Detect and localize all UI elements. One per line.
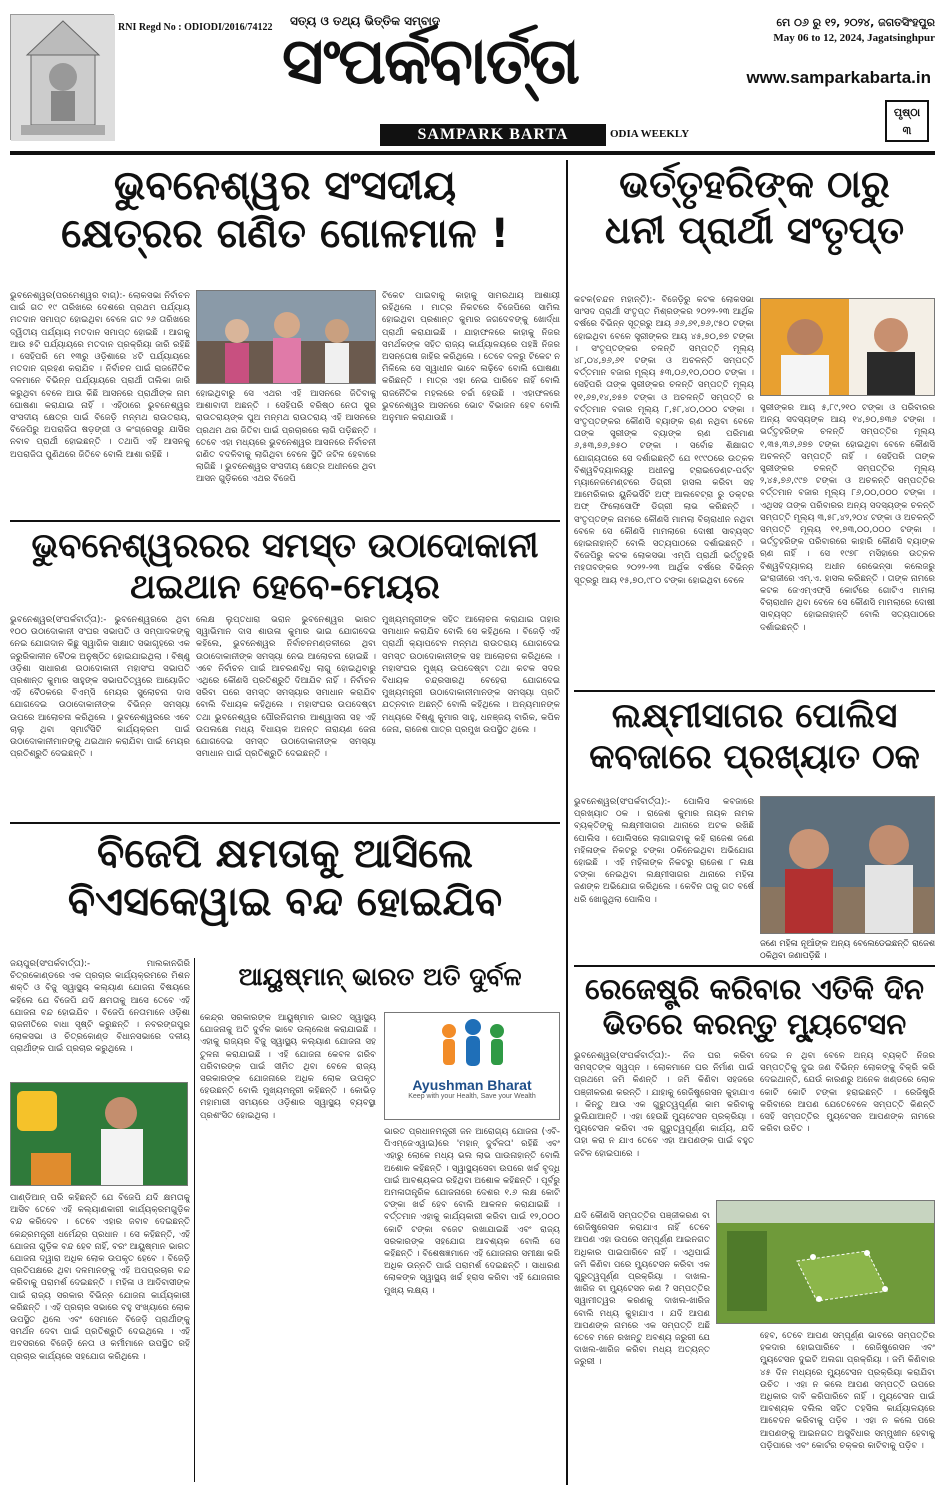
headline-police-fraud: ଲକ୍ଷ୍ମୀସାଗର ପୋଲିସ କବଜାରେ ପ୍ରଖ୍ୟାତ ଠକ [589,696,920,777]
farmland-aerial-photo [716,1200,935,1324]
article-body: ଭୁବନେଶ୍ୱର(ସଂପର୍କବାର୍ତ୍ତା):- ଭୁବନେଶ୍ୱରରେ ଥିବା ୧୦୦ ଉଠାଦୋକାନୀ ସଂଘର ସଭାପତି ଓ ସମ୍ପାଦକଙ୍କୁ ନେଇ ଯୋଗଦାନ କିଛୁ ସ୍ୱାଗିକ ସାକ୍ଷାତ ସଭାଗୃହରେ ଏକ ଜରୁରିକାଳୀନ ବୈଠକ ଅନୁଷ୍ଠିତ ହୋଇଯାଇଥିଲା । ବିଷ୍ଣୁ ଓଡ଼ିଶା ସାଧାରଣ ଉଠାଦୋକାନୀ ମହାସଂଘ ସଭାପତି ପ୍ରଶାନ୍ତ କୁମାର ସାହୁଙ୍କ ସଭାପତିତ୍ୱରେ ଆୟୋଜିତ ଏହି ବୈଠକରେ ବିଏମ୍‌ସି ମେୟର ସୁଲୋଚନା ଦାସ ଯୋଗଦେଇ ଉଠାଦୋକାନୀଙ୍କ ବିଭିନ୍ନ ସମସ୍ୟା ଉପରେ ଆଲୋଚନା କରିଥିଲେ । ଭୁବନେଶ୍ୱରରେ ଏବେ ଚାଲୁ ଥିବା ସ୍ମାର୍ଟସିଟି କାର୍ଯ୍ୟକ୍ରମ ପାଇଁ ଉଠାଦୋକାନୀମାନଙ୍କୁ ଥଇଥାନ କରାଯିବା ପାଇଁ ମେୟର ପ୍ରତିଶ୍ରୁତି ଦେଇଛନ୍ତି । [10,615,190,760]
page-number-box [885,100,929,142]
divider [194,958,195,1482]
rni-registration: RNI Regd No : ODIODI/2016/74122 [118,22,273,33]
divider [574,965,935,967]
divider [10,520,560,522]
article-body: ହୋଇଥିବାରୁ ସେ ଏଥର ଏହି ଆସନରେ ଜିତିବାକୁ ଆଶାବାଦୀ ଅଛନ୍ତି । ସେହିପରି ବରିଷ୍ଠ ନେତା ସୁର ରାଉତରାୟଙ୍କ ପୁଅ ମନ୍ମଥ ରାଉତରାୟ ଏହି ଆସନରେ ପ୍ରଥମ ଥର ଜିତିବା ପାଇଁ ପ୍ରଚାରରେ ଲାଗି ପଡ଼ିଛନ୍ତି । ତେବେ ଏହା ମଧ୍ୟରେ ଭୁବନେଶ୍ୱର ଆସନରେ ନିର୍ବାଚନୀ ଗଣିତ ବଦଳିବାକୁ ଲାଗିଥିବା ବେଳେ ସ୍ଥିତି ଜଟିଳ ହେବାରେ ଲାଗିଛି । ଭୁବନେଶ୍ୱର ସଂସଦୀୟ କ୍ଷେତ୍ର ଅଧୀନରେ ଥିବା ଆସନ ଗୁଡ଼ିକରେ ଏଥର ବିଜେପି [196,389,376,485]
article-body: ଟିକେଟ ପାଇବାକୁ କାହାକୁ ସାମରଥାୟ ଆଶାୟୀ ରହିଥିଲେ । ମାତ୍ର ନିକଟରେ ବିଜେପିରେ ସାମିଲ ହୋଇଥିବା ପ୍ରଶାନ୍ତ କୁମାର ଜଗଦେବଙ୍କୁ ଖୋର୍ଦ୍ଧା ପ୍ରାର୍ଥୀ କରାଯାଇଛି । ଯାହାଫଳରେ କାହାକୁ ନିଜର ସମର୍ଥକଙ୍କ ସହିତ ରାଜ୍ୟ କାର୍ଯ୍ୟାଳୟରେ ପହଞ୍ଚି ନିଜର ଅସନ୍ତୋଷ ଜାହିର କରିଥିଲେ । ତେବେ ଦଳରୁ ଟିକେଟ ନ ମିଳିଲେ ସେ ସ୍ୱାଧୀନ ଭାବେ ଲଢ଼ିବେ ବୋଲି ଘୋଷଣା କରିଛନ୍ତି । ମାତ୍ର ଏହା ନେଇ ପାରିବେ ନାହିଁ ବୋଲି ରାଜନୈତିକ ମହଲରେ ଚର୍ଚ୍ଚା ହେଉଛି । ଏହାଫଳରେ ଭୁବନେଶ୍ୱର ଆସନରେ ଭୋଟ ବିଭାଜନ ହେବ ବୋଲି ଅନୁମାନ କରାଯାଉଛି । [382,291,560,424]
article-body: ଭାରତ ପ୍ରଧାନମନ୍ତ୍ରୀ ଜନ ଆରୋଗ୍ୟ ଯୋଜନା (ଏବି-ପିଏମ୍‌ଜେଏୱାଇ)ରେ 'ମହାନ୍ ଦୁର୍ବଳତା' ରହିଛି ଏବଂ ଏହାରୁ ଲୋକେ ମଧ୍ୟ ଭଲ ଲାଭ ପାଉନାହାନ୍ତି ବୋଲି ଅଶୋକ କହିଛନ୍ତି । ସ୍ୱାସ୍ଥ୍ୟସେବା ଉପରେ ଖର୍ଚ୍ଚ ବୃଦ୍ଧି ପାଇଁ ଆବଶ୍ୟକତା ରହିଥିବା ଅଶୋକ କହିଛନ୍ତି । ପୂର୍ବରୁ ଅମଳାତାନ୍ତ୍ରିକ ଯୋଜନାରେ ଦେଶର ୧.୬ ଲକ୍ଷ କୋଟି ଟଙ୍କା ଖର୍ଚ୍ଚ ହେବ ବୋଲି ଆକଳନ କରାଯାଇଛି । ବର୍ତ୍ତମାନ ଏହାକୁ କାର୍ଯ୍ୟକାରୀ କରିବା ପାଇଁ ୧୨,୦୦୦ କୋଟି ଟଙ୍କା ବଜେଟ ରଖାଯାଇଛି ଏବଂ ରାଜ୍ୟ ସରକାରଙ୍କ ସହଯୋଗ ଆବଶ୍ୟକ ବୋଲି ସେ କହିଛନ୍ତି । ବିଶେଷଜ୍ଞମାନେ ଏହି ଯୋଜନାର ସମୀକ୍ଷା କରି ଅଧିକ ଉନ୍ନତି ପାଇଁ ପରାମର୍ଶ ଦେଇଛନ୍ତି । ସାଧାରଣ ଲୋକଙ୍କ ସ୍ୱାସ୍ଥ୍ୟ ଖର୍ଚ୍ଚ ହ୍ରାସ କରିବା ଏହି ଯୋଜନାର ମୁଖ୍ୟ ଲକ୍ଷ୍ୟ । [384,1127,560,1296]
edition-label: ODIA WEEKLY [610,128,690,140]
article-body: ଭୁବନେଶ୍ୱର(ପରମେଶ୍ୱର ବାଗ୍):- ଲୋକସଭା ନିର୍ବାଚନ ପାଇଁ ଗତ ୧୯ ତାରିଖରେ ଦେଶରେ ପ୍ରଥମ ପର୍ଯ୍ୟାୟ ମତଦାନ ସମାପ୍ତ ହୋଇଥିବା ବେଳେ ଗତ ୨୬ ତାରିଖରେ ଦ୍ୱିତୀୟ ପର୍ଯ୍ୟାୟ ମତଦାନ ସମାପ୍ତ ହୋଇଛି । ଆଗକୁ ଆଉ ୫ଟି ପର୍ଯ୍ୟାୟରେ ମତଦାନ ପ୍ରକ୍ରିୟା ଜାରି ରହିଛି । ସେହିପରି ମେ ୧୩ରୁ ଓଡ଼ିଶାରେ ୪ଟି ପର୍ଯ୍ୟାୟରେ ମତଦାନ ଗ୍ରହଣ କରାଯିବ । ନିର୍ବାଚନ ପାଇଁ ରାଜନୈତିକ ଦଳମାନେ ବିଭିନ୍ନ ପର୍ଯ୍ୟାୟରେ ପ୍ରାର୍ଥୀ ତାଲିକା ଜାରି କରୁଥିବା ବେଳେ ଆଉ କିଛି ଆସନରେ ପ୍ରାର୍ଥୀଙ୍କ ନାମ ଘୋଷଣା କରାଯାଇ ନାହିଁ । ଏହିଠାରେ ଭୁବନେଶ୍ୱର ସଂସଦୀୟ କ୍ଷେତ୍ର ପାଇଁ ବିଜେଡ଼ି ମନ୍ମଥ ରାଉତରାୟ, ବିଜେପିରୁ ଅପରାଜିତା ଷଡ଼ଙ୍ଗୀ ଓ କଂଗ୍ରେସରୁ ଯାସିର ନବାବ ପ୍ରାର୍ଥୀ ହୋଇଛନ୍ତି । ତଥାପି ଏହି ଆସନକୁ ଅପରାଜିତା ପୁଣିଥରେ ଜିତିବେ ବୋଲି ଆଶା ରହିଛି । [10,291,190,460]
article-body: ଭୁବନେଶ୍ୱର(ସଂପର୍କବାର୍ତ୍ତା):- ନିଜ ଘର କରିବା ସମସ୍ତଙ୍କ ସ୍ୱପ୍ନ । ଲୋକମାନେ ଘର ନିର୍ମାଣ ପାଇଁ ପ୍ରଥମେ ଜମି କିଣନ୍ତି । ଜମି କିଣିବା ସହଜରେ ପଞ୍ଜୀକରଣ କରନ୍ତି । ଯାହାକୁ ରେଜିଷ୍ଟ୍ରେସନ କୁହାଯାଏ । କିନ୍ତୁ ଆଉ ଏକ ଗୁରୁତ୍ୱପୂର୍ଣ୍ଣ କାମ କରିବାକୁ ଭୁଲିଯାଆନ୍ତି । ଏହା ହେଉଛି ମ୍ୟୁଟେସନ ପ୍ରକ୍ରିୟା । ମ୍ୟୁଟେସନ କରିବା ଏକ ଗୁରୁତ୍ୱପୂର୍ଣ୍ଣ କାର୍ଯ୍ୟ, ଯଦି ତାହା କରା ନ ଯାଏ ତେବେ ଏହା ଆପଣଙ୍କ ପାଇଁ ବହୁତ ଜଟିଳ ହୋଇପାରେ । [574,1051,754,1159]
masthead [0,0,945,152]
article-body: ସ୍ତ୍ରୀଙ୍କର ଆୟ ୫,୮୯,୨୧୦ ଟଙ୍କା ଓ ପରିବାରର ଅନ୍ୟ ସଦସ୍ୟଙ୍କ ଆୟ ୧୪,୭୦,୭୩୬ ଟଙ୍କା । ଭର୍ତ୍ତୃହରିଙ୍କ ଚଳନ୍ତି ସମ୍ପତ୍ତିର ମୂଲ୍ୟ ୧,୩୫,୩୬,୬୭୭ ଟଙ୍କା ହୋଇଥିବା ବେଳେ କୌଣସି ଅଚଳନ୍ତି ସମ୍ପତ୍ତି ନାହିଁ । ସେହିପରି ତାଙ୍କ ସ୍ତ୍ରୀଙ୍କର ଚଳନ୍ତି ସମ୍ପତ୍ତିର ମୂଲ୍ୟ ୨,୪୫,୭୬,୯୯୭ ଟଙ୍କା ଓ ଅଚଳନ୍ତି ସମ୍ପତ୍ତିର ବର୍ତ୍ତମାନ ବଜାର ମୂଲ୍ୟ ୮୬,୦୦,୦୦୦ ଟଙ୍କା । ଏଥିସହ ତାଙ୍କ ପରିବାରର ଅନ୍ୟ ସଦସ୍ୟଙ୍କ ଚଳନ୍ତି ସମ୍ପତ୍ତି ମୂଲ୍ୟ ୩,୫୮,୪୨,୨୦୪ ଟଙ୍କା ଓ ଅଚଳନ୍ତି ସମ୍ପତ୍ତି ମୂଲ୍ୟ ୧୧,୭୩,୦୦,୦୦୦ ଟଙ୍କା । ଭର୍ତ୍ତୃହରିଙ୍କ ପରିବାରରେ କାହାରି କୌଣସି ବ୍ୟାଙ୍କ ଋଣ ନାହିଁ । ସେ ୧୯୭୮ ମସିହାରେ ଉତ୍କଳ ବିଶ୍ୱବିଦ୍ୟାଳୟ ଅଧୀନ ରେଭେନ୍ସା କଲେଜରୁ ଇଂରାଜୀରେ ଏମ୍.ଏ. ହାସଲ କରିଛନ୍ତି । ତାଙ୍କ ନାମରେ କଟକ ଜେଏମ୍‌ଏଫ୍‌ସି କୋର୍ଟରେ ଗୋଟିଏ ମାମଲା ବିଚାରାଧୀନ ଥିବା ବେଳେ ସେ କୌଣସି ମାମଲାରେ ଦୋଷୀ ସାବ୍ୟସ୍ତ ହୋଇନାହାନ୍ତି ବୋଲି ସତ୍ୟପାଠରେ ଦର୍ଶାଇଛନ୍ତି । [760,403,935,633]
page-number: ୩ [902,124,912,137]
speaker-photo [10,1082,188,1186]
date-english: May 06 to 12, 2024, Jagatsinghpur [773,32,935,44]
article-body: ଦେଇ ନ ଥିବା ବେଳେ ଅନ୍ୟ ବ୍ୟକ୍ତି ନିଜର ସମ୍ପତ୍ତିକୁ ଦୁଇ ଜଣ ବିଭିନ୍ନ ଲୋକଙ୍କୁ ବିକ୍ରି କରି ଦେଇଥାନ୍ତି, ଯେଉଁ କାରଣରୁ ଅନେକ ଖଣ୍ଡରେ ଲୋକ କୋଟି କୋଟି ଟଙ୍କା ହରାଇଛନ୍ତି । ରେଜିଷ୍ଟ୍ରି କରିବାରେ ଆପଣ ଯେତେବେଳେ ସମ୍ପତ୍ତି କିଣନ୍ତି ସେହି ସମ୍ପତ୍ତିର ମ୍ୟୁଟେସନ ଆପଣଙ୍କ ନାମରେ କରିବା ଉଚିତ । [760,1051,935,1135]
article-body: ଲେକ୍ଷ ଲୁପ୍ତଧାରା ଭରାନ ଭୁବନେଶ୍ୱର ଭାରତ ସ୍ୱାଭିମାନ ଦାସ ଶାଉଳା କୁମାର ଭାଇ ଯୋଗଦେଇ କହିଲେ, ଭୁବନେଶ୍ୱର ନିର୍ବାଚନମଣ୍ଡଳୀରେ ଥିବା ଉଠାଦୋକାନୀଙ୍କ ସମସ୍ୟା ନେଇ ଆଲୋଚନା ହୋଇଛି । ଏବେ ନିର୍ବାଚନ ପାଇଁ ଆଚରଣବିଧି ଲାଗୁ ହୋଇଥିବାରୁ ଏଥିରେ କୌଣସି ପ୍ରତିଶ୍ରୁତି ଦିଆଯିବ ନାହିଁ । ନିର୍ବାଚନ ସରିବା ପରେ ସମସ୍ତ ସମସ୍ୟାର ସମାଧାନ କରାଯିବ ବୋଲି ବିଧାୟକ କହିଥିଲେ । ମହାସଂଘର ଉପଦେଷ୍ଟା ତଥା ଭୁବନେଶ୍ୱର ପୌରନିଗମର ଆଶ୍ୱାସନା ସହ ଏହି ଉପଲକ୍ଷେ ମଧ୍ୟ ବିଧାୟକ ଅନନ୍ତ ନାରାୟଣ ଜେନା ଯୋଗଦେଇ ସମସ୍ତ ଉଠାଦୋକାନୀଙ୍କ ସମସ୍ୟା ସମାଧାନ ପାଇଁ ପ୍ରତିଶ୍ରୁତି ଦେଇଛନ୍ତି । [196,615,376,760]
date-odia: ମେ ୦୬ ରୁ ୧୨, ୨୦୨୪, ଜଗତସିଂହପୁର [776,16,935,29]
deity-emblem-image [10,14,114,140]
article-body: ଭୁବନେଶ୍ୱର(ସଂପର୍କବାର୍ତ୍ତା):- ପୋଲିସ କବଜାରେ ପ୍ରଖ୍ୟାତ ଠକ । ରାଜେଶ କୁମାର ନାୟକ ନାମକ ବ୍ୟକ୍ତିଙ୍କୁ ଲକ୍ଷ୍ମୀସାଗର ଥାନାରେ ଅଟକ ରଖିଛି ପୋଲିସ । ପୋଲିସରେ ଲାଗାଇବାକୁ କହି ରାଜେଶ ଜଣେ ମହିଳାଙ୍କ ନିକଟରୁ ଟଙ୍କା ଠକିନେଇଥିବା ଅଭିଯୋଗ ହୋଇଛି । ଏହି ମହିଳାଙ୍କ ନିକଟରୁ ରାଜେଶ ୮ ଲକ୍ଷ ଟଙ୍କା ନେଇଥିବା ଲକ୍ଷ୍ମୀସାଗର ଥାନାରେ ମହିଳା ଜଣଙ୍କ ଅଭିଯୋଗ କରିଥିଲେ । କେବିନ ତାକୁ ଗତ ବର୍ଷେ ଧରି ଖୋଜୁଥିଲା ପୋଲିସ । [574,797,754,905]
ayushman-bharat-logo [384,1012,560,1120]
article-body: ମୁଖ୍ୟମନ୍ତ୍ରୀଙ୍କ ସହିତ ଆଲୋଚନା କରାଯାଇ ତାହାର ସମାଧାନ କରାଯିବ ବୋଲି ସେ କହିଥିଲେ । ବିଜେଡ଼ି ଏହି ପ୍ରାର୍ଥୀ କ୍ୟାପଟେନ ମନ୍ମଥ ରାଉତରାୟ ଯୋଗଦେଇ ସମସ୍ତ ଉଠାଦୋକାନୀଙ୍କ ସହ ଆଲୋଚନା କରିଥିଲେ । ମହାସଂଘର ମୁଖ୍ୟ ଉପଦେଷ୍ଟା ତଥା କଟକ ସଦର ବିଧାୟକ ଚନ୍ଦ୍ରସାରଥି ବେହେରା ଯୋଗଦେଇ ମୁଖ୍ୟମନ୍ତ୍ରୀ ଉଠାଦୋକାନୀମାନଙ୍କ ସମସ୍ୟା ପ୍ରତି ଯତ୍ନବାନ ଅଛନ୍ତି ବୋଲି କହିଥିଲେ । ଅନ୍ୟମାନଙ୍କ ମଧ୍ୟରେ ବିଷ୍ଣୁ କୁମାର ସାହୁ, ଧନଞ୍ଜୟ ବାରିକ, କପିଳ ଜେନା, ରାଜେଶ ପାତ୍ର ପ୍ରମୁଖ ଉପସ୍ଥିତ ଥିଲେ । [382,615,560,735]
rally-photo [196,290,376,384]
website-link[interactable]: www.samparkabarta.in [746,68,931,87]
article-body: କଟକ(ଚନ୍ଦନ ମହାନ୍ତି):- ବିଜେଡ଼ିରୁ କଟକ ଲୋକସଭା ସାଂସଦ ପ୍ରାର୍ଥୀ ସଂତୃପ୍ତ ମିଶ୍ରଙ୍କର ୨୦୨୨-୨୩ ଆର୍ଥିକ ବର୍ଷରେ ବିଭିନ୍ନ ସୂତ୍ରରୁ ଆୟ ୬୬,୬୧,୭୬,୯୫୦ ଟଙ୍କା ହୋଇଥିବା ବେଳେ ସ୍ତ୍ରୀଙ୍କର ଆୟ ୪୫,୭୦,୭୭ ଟଙ୍କା । ସଂତୃପ୍ତଙ୍କର ଚଳନ୍ତି ସମ୍ପତ୍ତି ମୂଲ୍ୟ ୪୮,୦୪,୭୬,୬୧ ଟଙ୍କା ଓ ଅଚଳନ୍ତି ସମ୍ପତ୍ତି ବର୍ତ୍ତମାନ ବଜାର ମୂଲ୍ୟ ୫୩,୦୬,୧୦,୦୦୦ ଟଙ୍କା । ସେହିପରି ତାଙ୍କ ସ୍ତ୍ରୀଙ୍କର ଚଳନ୍ତି ସମ୍ପତ୍ତି ମୂଲ୍ୟ ୧୧,୬୭,୧୪,୭୫୭ ଟଙ୍କା ଓ ଅଚଳନ୍ତି ସମ୍ପତ୍ତି ର ବର୍ତ୍ତମାନ ବଜାର ମୂଲ୍ୟ ୮,୫୮,୪୦,୦୦୦ ଟଙ୍କା । ସଂତୃପ୍ତଙ୍କର କୌଣସି ବ୍ୟାଙ୍କ ଋଣ ନଥିବା ବେଳେ ତାଙ୍କ ସ୍ତ୍ରୀଙ୍କ ବ୍ୟାଙ୍କ ଋଣ ପରିମାଣ ୬,୫୩,୭୬,୭୫୦ ଟଙ୍କା । ସର୍ବୋଚ୍ଚ ଶିକ୍ଷାଗତ ଯୋଗ୍ୟତାରେ ସେ ଦର୍ଶାଇଛନ୍ତି ଯେ ୧୯୯୦ରେ ଉତ୍କଳ ବିଶ୍ୱବିଦ୍ୟାଳୟରୁ ଅଧୀନସ୍ଥ ଟ୍ରାଇଡେଣ୍ଟ-ପର୍ଟ୍ଟ ମ୍ୟାନେଜମେଣ୍ଟରେ ଡିଗ୍ରୀ ହାସଲ କରିବା ସହ ଆମେରିକାର ୟୁନିଭର୍ସିଟି ଅଫ୍ ଆଲବେଟ୍ରା ରୁ ଡକ୍ଟର ଅଫ୍ ଫିଲୋସୋଫି ଡିଗ୍ରୀ ଲାଭ କରିଛନ୍ତି । ସଂତୃପ୍ତଙ୍କ ନାମରେ କୌଣସି ମାମଲା ବିଚାରାଧୀନ ନଥିବା ବେଳେ ସେ କୌଣସି ମାମଲାରେ ଦୋଷୀ ସାବ୍ୟସ୍ତ ହୋଇନାହାନ୍ତି ବୋଲି ସତ୍ୟପାଠରେ ଦର୍ଶାଇଛନ୍ତି । ବିଜେପିରୁ କଟକ ଲୋକସଭା ଏମ୍‌ପି ପ୍ରାର୍ଥୀ ଭର୍ତ୍ତୃହରି ମହତାବଙ୍କର ୨୦୨୨-୨୩ ଆର୍ଥିକ ବର୍ଷରେ ବିଭିନ୍ନ ସୂତ୍ରରୁ ଆୟ ୧୫,୭୦,୯୮୦ ଟଙ୍କା ହୋଇଥିବା ବେଳେ [574,295,754,586]
newspaper-title-odia: ସଂପର୍କବାର୍ତ୍ତା [282,25,579,99]
divider [10,822,560,824]
article-body: କେନ୍ଦ୍ର ସରକାରଙ୍କ ଆୟୁଷ୍ମାନ ଭାରତ ସ୍ୱାସ୍ଥ୍ୟ ଯୋଜନାକୁ ଅତି ଦୁର୍ବଳ ଭାବେ ଉଲ୍ଲେଖ କରାଯାଇଛି । ଏହାକୁ ରାଜ୍ୟର ବିଜୁ ସ୍ୱାସ୍ଥ୍ୟ କଲ୍ୟାଣ ଯୋଜନା ସହ ତୁଳନା କରାଯାଇଛି । ଏହି ଯୋଜନା କେବଳ ଗରିବ ପରିବାରଙ୍କ ପାଇଁ ସୀମିତ ଥିବା ବେଳେ ରାଜ୍ୟ ସରକାରଙ୍କ ଯୋଜନାରେ ଅଧିକ ଲୋକ ଉପକୃତ ହେଉଛନ୍ତି ବୋଲି ମୁଖ୍ୟମନ୍ତ୍ରୀ କହିଛନ୍ତି । କୋଭିଡ଼ ମହାମାରୀ ସମୟରେ ଓଡ଼ିଶାର ସ୍ୱାସ୍ଥ୍ୟ ବ୍ୟବସ୍ଥା ପ୍ରଶଂସିତ ହୋଇଥିଲା । [200,1013,376,1121]
article-body: ଜୟପୁର(ସଂପର୍କବାର୍ତ୍ତା):- ମାଲକାନଗିରି ଚିତ୍ରକୋଣ୍ଡରେ ଏକ ପ୍ରଚାର କାର୍ଯ୍ୟକ୍ରମରେ ମିଶନ ଶକ୍ତି ଓ ବିଜୁ ସ୍ୱାସ୍ଥ୍ୟ କଲ୍ୟାଣ ଯୋଜନା ବିଷୟରେ କହିଲେ ଯେ ବିଜେପି ଯଦି କ୍ଷମତାକୁ ଆସେ ତେବେ ଏହି ଯୋଜନା ବନ୍ଦ ହୋଇଯିବ । ବିଜେପି ନେତାମାନେ ଓଡ଼ିଶା ରାଜନୀତିରେ ବାଧା ସୃଷ୍ଟି କରୁଛନ୍ତି । ନବରଙ୍ଗପୁର ଲୋକସଭା ଓ ଚିତ୍ରକୋଣ୍ଡ ବିଧାନସଭାରେ ଦଳୀୟ ପ୍ରାର୍ଥୀଙ୍କ ପାଇଁ ପ୍ରଚାର କରୁଥିଲେ । [10,959,190,1055]
logo-subtitle: Keep with your Health, Save your Wealth [408,1093,536,1100]
accused-photo [760,796,935,934]
headline-street-vendors: ଭୁବନେଶ୍ୱରରର ସମସ୍ତ ଉଠାଦୋକାନୀ ଥଇଥାନ ହେବେ-ମେୟର [31,526,539,607]
masthead-rule [10,151,935,155]
newspaper-title-english: SAMPARK BARTA [380,124,606,146]
family-icon [385,1013,560,1073]
logo-title: Ayushman Bharat [412,1077,532,1093]
candidates-photo [760,298,935,396]
article-body: ଯଦି କୌଣସି ସମ୍ପତ୍ତିର ପଞ୍ଜୀକରଣ ବା ରେଜିଷ୍ଟ୍ରେସନ କରାଯାଏ ନାହିଁ ତେବେ ଆପଣ ଏହା ଉପରେ ସମ୍ପୂର୍ଣ୍ଣ ଆଇନଗତ ଅଧିକାର ପାଇପାରିବେ ନାହିଁ । ଏଥିପାଇଁ ଜମି କିଣିବା ପରେ ମ୍ୟୁଟେସନ କରିବା ଏକ ଗୁରୁତ୍ୱପୂର୍ଣ୍ଣ ପ୍ରକ୍ରିୟା । ଦାଖଲ-ଖାରିଜ ବା ମ୍ୟୁଟେସନ କଣ ? ସମ୍ପତ୍ତିର ସ୍ୱାମୀତ୍ୱର କରଣକୁ ଦାଖଲ-ଖାରିଜ ବୋଲି ମଧ୍ୟ କୁହାଯାଏ । ଯଦି ଆପଣ ଆପଣଙ୍କ ନାମରେ ଏକ ସମ୍ପତ୍ତି ଅଛି ତେବେ ମନେ ରଖନ୍ତୁ ଅବଶ୍ୟ ଜରୁରୀ ଯେ ଦାଖଲ-ଖାରିଜ କରିବା ମଧ୍ୟ ଅତ୍ୟନ୍ତ ଜରୁରୀ । [574,1211,710,1368]
page-label: ପୃଷ୍ଠା [893,106,921,119]
article-body: ହେବ, ତେବେ ଆପଣ ସମ୍ପୂର୍ଣ୍ଣ ଭାବରେ ସମ୍ପତ୍ତିର ହକଦାର ହୋଇପାରିବେ । ରେଜିଷ୍ଟ୍ରେସନ ଏବଂ ମ୍ୟୁଟେସନ ଦୁଇଟି ଅଲଗା ପ୍ରକ୍ରିୟା । ଜମି କିଣିବାର ୪୫ ଦିନ ମଧ୍ୟରେ ମ୍ୟୁଟେସନ ପ୍ରକ୍ରିୟା କରାଯିବା ଉଚିତ । ଏହା ନ କଲେ ଆପଣ ସମ୍ପତ୍ତି ଉପରେ ଅଧିକାର ଦାବି କରିପାରିବେ ନାହିଁ । ମ୍ୟୁଟେସନ ପାଇଁ ଆବଶ୍ୟକ ଦଲିଲ ସହିତ ତହସିଲ କାର୍ଯ୍ୟାଳୟରେ ଆବେଦନ କରିବାକୁ ପଡ଼ିବ । ଏହା ନ କଲେ ପରେ ଆପଣଙ୍କୁ ଆଇନଗତ ଅସୁବିଧାର ସମ୍ମୁଖୀନ ହେବାକୁ ପଡ଼ିପାରେ ଏବଂ କୋର୍ଟର ଚକ୍କର କାଟିବାକୁ ପଡ଼ିବ । [760,1331,935,1451]
headline-bhubaneswar-constituency: ଭୁବନେଶ୍ୱର ସଂସଦୀୟ କ୍ଷେତ୍ରର ଗଣିତ ଗୋଳମାଳ ! [61,163,509,257]
headline-mutation: ରେଜେଷ୍ଟ୍ରି କରିବାର ଏତିକି ଦିନ ଭିତରେ କରନ୍ତୁ ମ୍ୟୁଟେସନ [585,972,924,1041]
center-column-rule [566,160,568,1485]
headline-ayushman-bharat: ଆୟୁଷ୍ମାନ୍ ଭାରତ ଅତି ଦୁର୍ବଳ [238,962,522,991]
divider [574,690,935,692]
headline-cuttack-candidates: ଭର୍ତ୍ତୃହରିଙ୍କ ଠାରୁ ଧନୀ ପ୍ରାର୍ଥୀ ସଂତୃପ୍ତ [604,162,905,252]
photo-caption: ଜଣେ ମହିଳା ନୂଆଁଙ୍କ ଅନ୍ୟ ବେଲେଡେଇଛନ୍ତି ରାଜେଶ ଠକିଥିବା ଜଣାପଡ଼ିଛି । [760,938,935,960]
article-body: ପାଣ୍ଡିଆନ୍ ପରି କହିଛନ୍ତି ଯେ ବିଜେପି ଯଦି କ୍ଷମତାକୁ ଆସିବ ତେବେ ଏହି କଲ୍ୟାଣକାରୀ କାର୍ଯ୍ୟକ୍ରମଗୁଡ଼ିକ ବନ୍ଦ କରିଦେବ । ତେବେ ଏହାର ଜବାବ ଦେଇଛନ୍ତି କେନ୍ଦ୍ରମନ୍ତ୍ରୀ ଧର୍ମେନ୍ଦ୍ର ପ୍ରଧାନ । ସେ କହିଛନ୍ତି, ଏହି ଯୋଜନା ଗୁଡ଼ିକ ବନ୍ଦ ହେବ ନାହିଁ, ବରଂ ଆୟୁଷ୍ମାନ ଭାରତ ଯୋଜନା ଦ୍ୱାରା ଅଧିକ ଲୋକ ଉପକୃତ ହେବେ । ବିଜେଡ଼ି ପ୍ରତିପକ୍ଷରେ ଥିବା ଦଳମାନଙ୍କୁ ଏହି ଅପପ୍ରଚାର ବନ୍ଦ କରିବାକୁ ପରାମର୍ଶ ଦେଇଛନ୍ତି । ମହିଳା ଓ ଆଦିବାସୀଙ୍କ ପାଇଁ ରାଜ୍ୟ ସରକାର ବିଭିନ୍ନ ଯୋଜନା କାର୍ଯ୍ୟକାରୀ କରିଛନ୍ତି । ଏହି ପ୍ରଚାର ସଭାରେ ବହୁ ସଂଖ୍ୟାରେ ଲୋକ ଉପସ୍ଥିତ ଥିଲେ ଏବଂ ସେମାନେ ବିଜେଡ଼ି ପ୍ରାର୍ଥୀଙ୍କୁ ସମର୍ଥନ ଦେବା ପାଇଁ ପ୍ରତିଶ୍ରୁତି ଦେଇଥିଲେ । ଏହି ଅବସରରେ ବିଜେଡ଼ି ନେତା ଓ କର୍ମୀମାନେ ଉପସ୍ଥିତ ରହି ପ୍ରଚାର କାର୍ଯ୍ୟରେ ସହଯୋଗ କରିଥିଲେ । [10,1193,190,1362]
tagline: ସତ୍ୟ ଓ ତଥ୍ୟ ଭିତ୍ତିକ ସମ୍ବାଦ [290,14,441,28]
headline-bjp-bskyi: ବିଜେପି କ୍ଷମତାକୁ ଆସିଲେ ବିଏସକେୱାଇ ବନ୍ଦ ହୋଇଯିବ [67,831,503,925]
